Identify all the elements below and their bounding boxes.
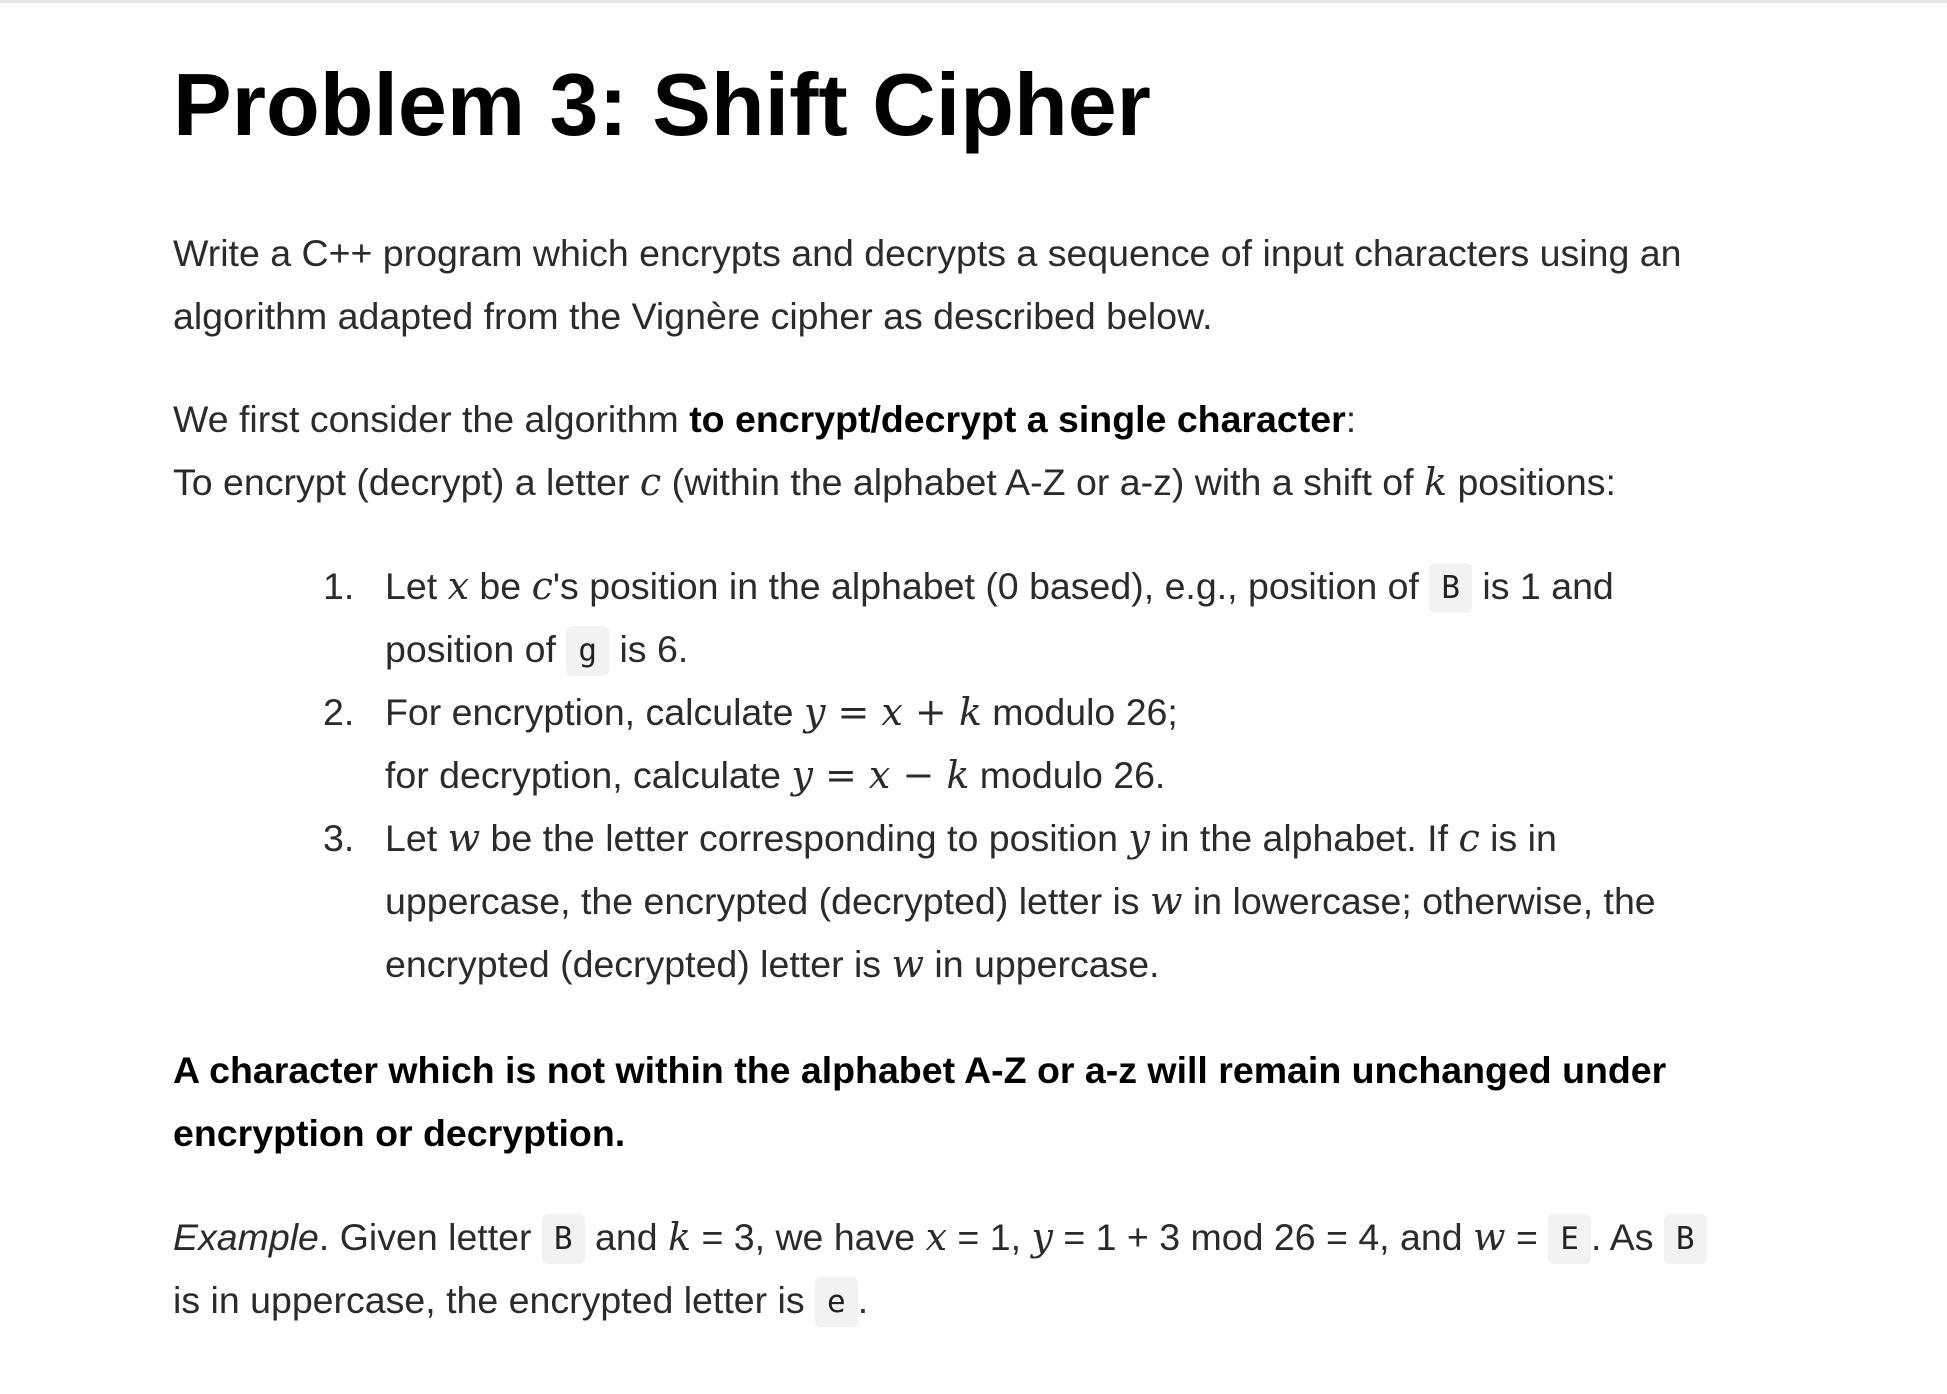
step-number: 3. bbox=[323, 817, 355, 859]
math-var-c: c bbox=[1458, 816, 1480, 860]
example-text: = bbox=[1505, 1216, 1549, 1258]
example-paragraph bbox=[173, 1206, 1707, 1332]
step-text: is in bbox=[1479, 817, 1557, 859]
page-title: Problem 3: Shift Cipher bbox=[173, 55, 1151, 154]
intro-line-2: algorithm adapted from the Vignère cipher as described below. bbox=[173, 295, 1213, 337]
step-text: modulo 26; bbox=[981, 691, 1178, 733]
math-var-x: x bbox=[447, 564, 469, 608]
step-number: 1. bbox=[323, 565, 355, 607]
math-var-y: y bbox=[1031, 1215, 1053, 1259]
math-var-k: k bbox=[668, 1215, 692, 1259]
step-number: 2. bbox=[323, 691, 355, 733]
step-text: position of bbox=[385, 628, 567, 670]
step-text: is 6. bbox=[609, 628, 689, 670]
math-var-w: w bbox=[891, 942, 925, 986]
example-text: = 1, bbox=[947, 1216, 1032, 1258]
inline-code-g: g bbox=[566, 626, 609, 676]
math-var-w: w bbox=[447, 816, 481, 860]
step-text: for decryption, calculate bbox=[385, 754, 792, 796]
intro-line-1: Write a C++ program which encrypts and decrypts a sequence of input characters using an bbox=[173, 232, 1682, 274]
math-var-w: w bbox=[1473, 1215, 1506, 1259]
algorithm-paragraph bbox=[173, 388, 1616, 514]
encrypt-intro-text-2: (within the alphabet A-Z or a-z) with a shift of bbox=[661, 461, 1424, 503]
list-item bbox=[323, 555, 1656, 681]
example-text: = 1 + 3 mod 26 = 4, and bbox=[1052, 1216, 1474, 1258]
inline-code-E: E bbox=[1548, 1214, 1591, 1264]
example-text: = 3, we have bbox=[691, 1216, 926, 1258]
step-text: in uppercase. bbox=[924, 943, 1160, 985]
math-var-x: x bbox=[925, 1215, 947, 1259]
top-divider bbox=[0, 0, 1947, 3]
inline-code-B: B bbox=[1664, 1214, 1707, 1264]
math-var-y: y bbox=[1128, 816, 1150, 860]
consider-suffix: : bbox=[1345, 398, 1357, 440]
inline-code-B: B bbox=[542, 1214, 585, 1264]
unchanged-note-line-1: A character which is not within the alphabet A-Z or a-z will remain unchanged under bbox=[173, 1049, 1667, 1091]
math-var-w: w bbox=[1149, 879, 1183, 923]
example-text: . Given letter bbox=[318, 1216, 542, 1258]
encryption-equation: y = x + k bbox=[803, 690, 982, 734]
step-text: uppercase, the encrypted (decrypted) letter is bbox=[385, 880, 1150, 922]
step-text: 's position in the alphabet (0 based), e.g., position of bbox=[552, 565, 1430, 607]
step-text: in the alphabet. If bbox=[1149, 817, 1459, 859]
decryption-equation: y = x − k bbox=[791, 753, 970, 797]
step-text: Let bbox=[385, 565, 448, 607]
intro-paragraph bbox=[173, 222, 1681, 348]
consider-bold-text: to encrypt/decrypt a single character bbox=[689, 398, 1346, 440]
example-text: . bbox=[857, 1279, 869, 1321]
example-text: is in uppercase, the encrypted letter is bbox=[173, 1279, 816, 1321]
step-text: modulo 26. bbox=[969, 754, 1166, 796]
step-text: be the letter corresponding to position bbox=[480, 817, 1129, 859]
inline-code-e: e bbox=[815, 1277, 858, 1327]
unchanged-note-line-2: encryption or decryption. bbox=[173, 1112, 626, 1154]
consider-text: We first consider the algorithm bbox=[173, 398, 690, 440]
step-text: Let bbox=[385, 817, 448, 859]
math-var-k: k bbox=[1424, 460, 1448, 504]
list-item bbox=[323, 681, 1656, 807]
step-text: For encryption, calculate bbox=[385, 691, 804, 733]
example-text: . As bbox=[1590, 1216, 1664, 1258]
step-text: in lowercase; otherwise, the bbox=[1182, 880, 1656, 922]
inline-code-B: B bbox=[1429, 563, 1472, 613]
step-text: is 1 and bbox=[1472, 565, 1614, 607]
example-label: Example bbox=[173, 1216, 319, 1258]
encrypt-intro-text-3: positions: bbox=[1447, 461, 1616, 503]
math-var-c: c bbox=[531, 564, 553, 608]
encrypt-intro-text-1: To encrypt (decrypt) a letter bbox=[173, 461, 640, 503]
math-var-c: c bbox=[639, 460, 662, 504]
algorithm-steps-list bbox=[323, 555, 1656, 996]
list-item bbox=[323, 807, 1656, 996]
step-text: be bbox=[469, 565, 532, 607]
unchanged-note bbox=[173, 1039, 1666, 1165]
step-text: encrypted (decrypted) letter is bbox=[385, 943, 892, 985]
example-text: and bbox=[584, 1216, 668, 1258]
